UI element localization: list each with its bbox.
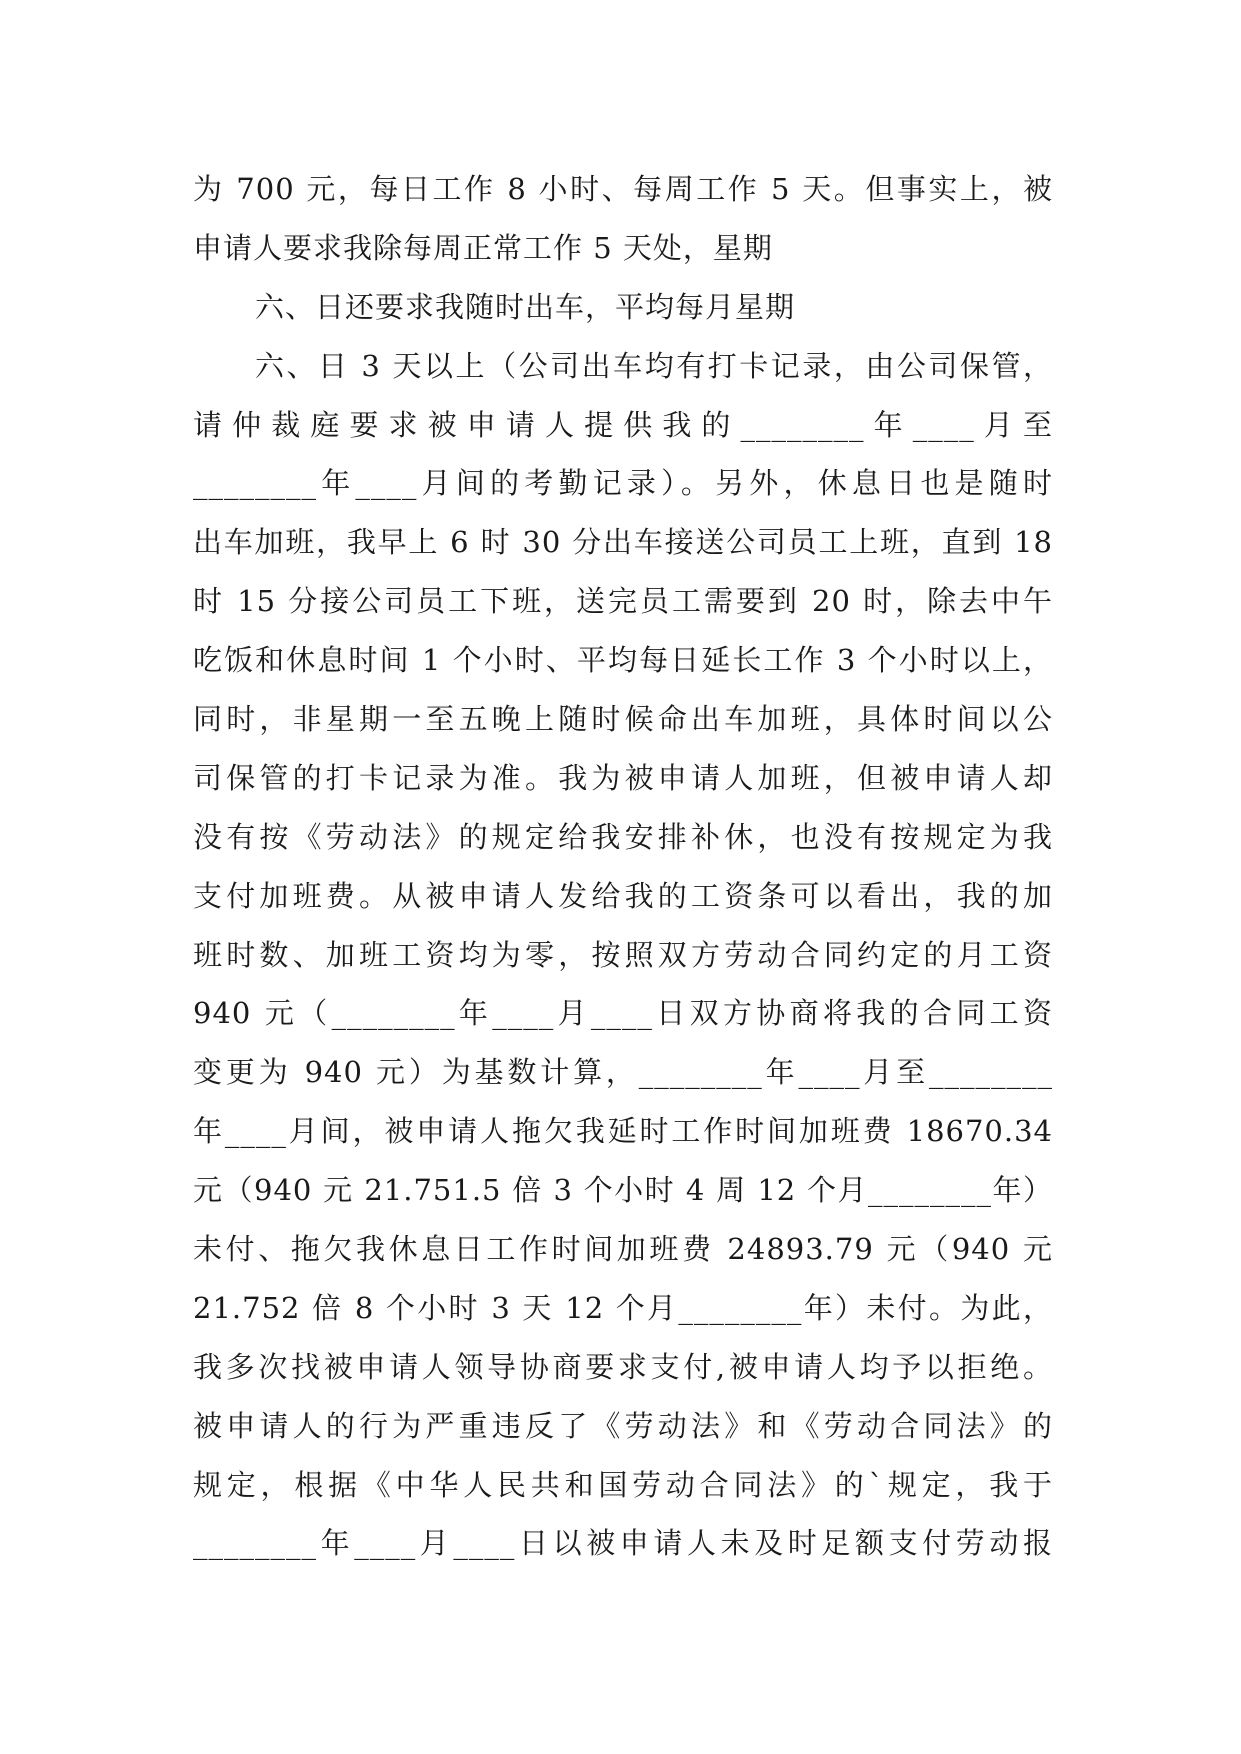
text-line: 未付、拖欠我休息日工作时间加班费 24893.79 元（940 元 [193,1232,1053,1267]
text-line: 规定，根据《中华人民共和国劳动合同法》的`规定，我于 [193,1467,1053,1502]
text-line: 六、日还要求我随时出车，平均每月星期 [255,289,796,324]
text-line: 我多次找被申请人领导协商要求支付,被申请人均予以拒绝。 [193,1349,1053,1384]
text-line: 为 700 元，每日工作 8 小时、每周工作 5 天。但事实上，被 [193,172,1053,206]
text-line: 出车加班，我早上 6 时 30 分出车接送公司员工上班，直到 18 [193,525,1053,560]
text-line: 吃饭和休息时间 1 个小时、平均每日延长工作 3 个小时以上， [193,643,1053,678]
text-line: 请仲裁庭要求被申请人提供我的________年____月至 [193,407,1053,442]
text-line: 940 元（________年____月____日双方协商将我的合同工资 [193,996,1053,1031]
text-line: 司保管的打卡记录为准。我为被申请人加班，但被申请人却 [193,760,1053,795]
text-line: 时 15 分接公司员工下班，送完员工需要到 20 时，除去中午 [193,584,1053,619]
text-line: 班时数、加班工资均为零，按照双方劳动合同约定的月工资 [193,937,1053,972]
text-line: 申请人要求我除每周正常工作 5 天处，星期 [193,230,773,265]
document-body [193,160,1053,1573]
text-line: 支付加班费。从被申请人发给我的工资条可以看出，我的加 [193,878,1053,913]
text-line: 同时，非星期一至五晚上随时候命出车加班，具体时间以公 [193,702,1053,737]
text-line: 元（940 元 21.751.5 倍 3 个小时 4 周 12 个月________年） [193,1173,1053,1208]
text-line: ________年____月____日以被申请人未及时足额支付劳动报 [193,1526,1053,1561]
text-line: 年____月间，被申请人拖欠我延时工作时间加班费 18670.34 [193,1114,1053,1149]
text-line: 没有按《劳动法》的规定给我安排补休，也没有按规定为我 [193,819,1053,854]
text-line: 变更为 940 元）为基数计算，________年____月至________ [193,1055,1053,1090]
text-line: 被申请人的行为严重违反了《劳动法》和《劳动合同法》的 [193,1408,1053,1443]
text-line: 六、日 3 天以上（公司出车均有打卡记录，由公司保管， [255,348,1053,383]
text-line: ________年____月间的考勤记录）。另外，休息日也是随时 [193,466,1053,501]
text-line: 21.752 倍 8 个小时 3 天 12 个月________年）未付。为此， [193,1290,1053,1325]
